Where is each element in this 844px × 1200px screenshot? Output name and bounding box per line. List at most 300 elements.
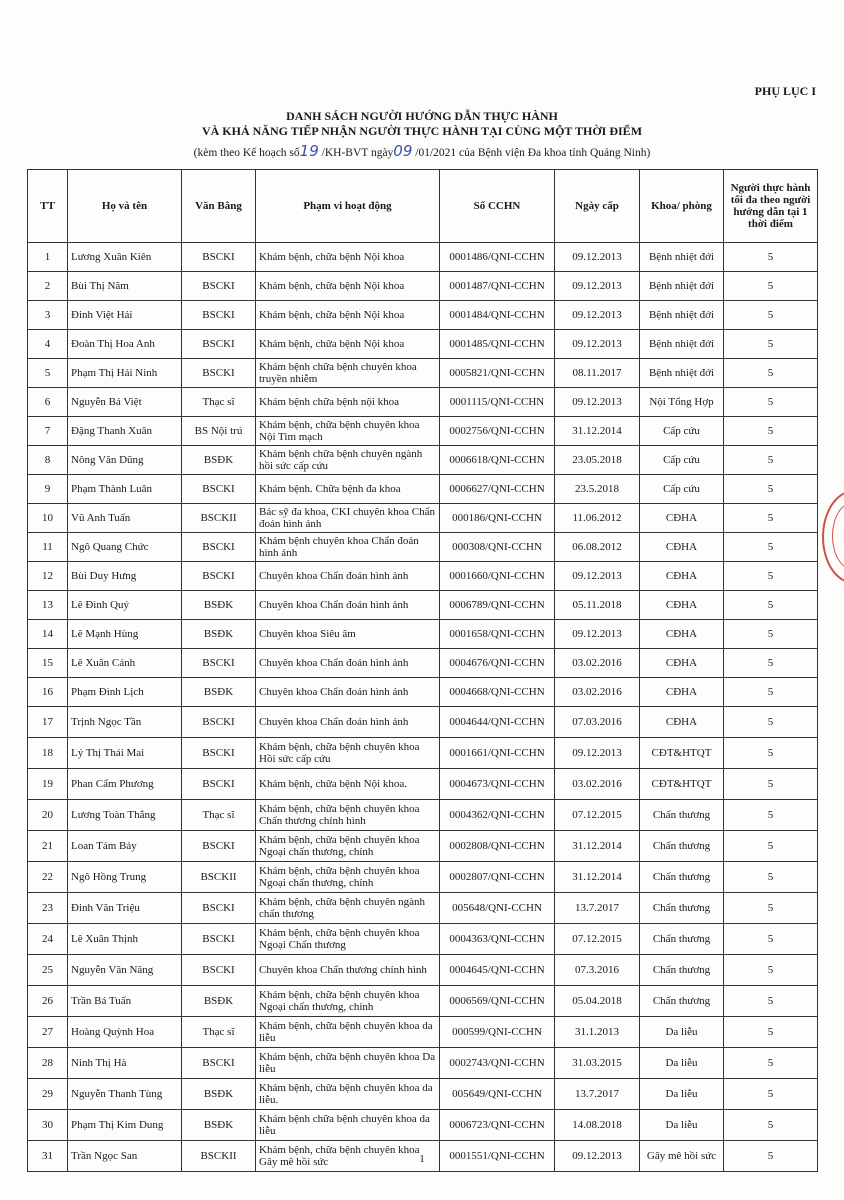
table-row <box>28 359 818 388</box>
cell-name: Vũ Anh Tuấn <box>68 504 182 533</box>
table-header-row <box>28 170 818 243</box>
cell-degree: BSCKI <box>182 707 256 738</box>
cell-capacity: 5 <box>724 1141 818 1172</box>
cell-degree: BSCKI <box>182 359 256 388</box>
table-row <box>28 301 818 330</box>
cell-name: Nguyễn Văn Năng <box>68 955 182 986</box>
cell-date: 31.03.2015 <box>555 1048 640 1079</box>
col-header-name: Họ và tên <box>68 170 182 243</box>
table-row <box>28 738 818 769</box>
cell-date: 09.12.2013 <box>555 243 640 272</box>
cell-tt: 15 <box>28 649 68 678</box>
cell-tt: 30 <box>28 1110 68 1141</box>
cell-name: Bùi Duy Hưng <box>68 562 182 591</box>
cell-dept: CĐT&HTQT <box>640 769 724 800</box>
cell-date: 14.08.2018 <box>555 1110 640 1141</box>
cell-capacity: 5 <box>724 1048 818 1079</box>
cell-date: 09.12.2013 <box>555 1141 640 1172</box>
cell-degree: BSCKI <box>182 738 256 769</box>
cell-tt: 16 <box>28 678 68 707</box>
cell-capacity: 5 <box>724 769 818 800</box>
cell-date: 08.11.2017 <box>555 359 640 388</box>
cell-degree: BSCKII <box>182 504 256 533</box>
handwritten-day: 09 <box>393 142 413 160</box>
cell-cert: 0001485/QNI-CCHN <box>440 330 555 359</box>
cell-dept: CĐHA <box>640 562 724 591</box>
cell-cert: 0002743/QNI-CCHN <box>440 1048 555 1079</box>
cell-degree: BSCKI <box>182 272 256 301</box>
cell-date: 23.5.2018 <box>555 475 640 504</box>
table-row <box>28 1017 818 1048</box>
cell-degree: BSCKI <box>182 831 256 862</box>
cell-capacity: 5 <box>724 678 818 707</box>
cell-capacity: 5 <box>724 1017 818 1048</box>
cell-scope: Khám bệnh, chữa bệnh chuyên khoa Da liễu <box>256 1048 440 1079</box>
document-subtitle <box>0 144 844 161</box>
cell-tt: 23 <box>28 893 68 924</box>
cell-name: Đoàn Thị Hoa Anh <box>68 330 182 359</box>
cell-cert: 0001486/QNI-CCHN <box>440 243 555 272</box>
cell-capacity: 5 <box>724 893 818 924</box>
cell-dept: Chấn thương <box>640 955 724 986</box>
cell-name: Lê Xuân Thịnh <box>68 924 182 955</box>
cell-cert: 0001115/QNI-CCHN <box>440 388 555 417</box>
subtitle-suffix: /01/2021 của Bệnh viện Đa khoa tỉnh Quảng Ninh) <box>412 147 651 159</box>
table-row <box>28 649 818 678</box>
cell-date: 03.02.2016 <box>555 678 640 707</box>
cell-degree: BSCKI <box>182 955 256 986</box>
table-row <box>28 475 818 504</box>
cell-degree: BSCKI <box>182 475 256 504</box>
cell-name: Lương Toàn Thắng <box>68 800 182 831</box>
cell-dept: CĐHA <box>640 533 724 562</box>
cell-name: Trần Ngọc San <box>68 1141 182 1172</box>
cell-scope: Khám bệnh. Chữa bệnh đa khoa <box>256 475 440 504</box>
cell-date: 07.12.2015 <box>555 800 640 831</box>
cell-degree: BSĐK <box>182 1079 256 1110</box>
appendix-label: PHỤ LỤC I <box>754 84 816 98</box>
cell-tt: 19 <box>28 769 68 800</box>
cell-tt: 20 <box>28 800 68 831</box>
cell-name: Ngô Quang Chức <box>68 533 182 562</box>
cell-date: 09.12.2013 <box>555 330 640 359</box>
cell-tt: 13 <box>28 591 68 620</box>
cell-degree: Thạc sĩ <box>182 800 256 831</box>
cell-name: Ngô Hồng Trung <box>68 862 182 893</box>
cell-scope: Khám bệnh, chữa bệnh chuyên khoa Ngoại chấn thương, chỉnh <box>256 986 440 1017</box>
cell-cert: 0002807/QNI-CCHN <box>440 862 555 893</box>
cell-tt: 25 <box>28 955 68 986</box>
cell-cert: 005649/QNI-CCHN <box>440 1079 555 1110</box>
cell-date: 31.12.2014 <box>555 862 640 893</box>
table-row <box>28 243 818 272</box>
table-row <box>28 620 818 649</box>
cell-capacity: 5 <box>724 359 818 388</box>
table-row <box>28 446 818 475</box>
cell-degree: BSCKI <box>182 924 256 955</box>
table-row <box>28 862 818 893</box>
cell-tt: 27 <box>28 1017 68 1048</box>
cell-cert: 0006618/QNI-CCHN <box>440 446 555 475</box>
cell-tt: 24 <box>28 924 68 955</box>
cell-cert: 005648/QNI-CCHN <box>440 893 555 924</box>
table-row <box>28 1048 818 1079</box>
document-title-line1: DANH SÁCH NGƯỜI HƯỚNG DẪN THỰC HÀNH <box>286 109 558 123</box>
col-header-degree: Văn Bằng <box>182 170 256 243</box>
cell-scope: Khám bệnh chữa bệnh chuyên khoa truyền nhiễm <box>256 359 440 388</box>
cell-name: Lý Thị Thái Mai <box>68 738 182 769</box>
cell-dept: CĐHA <box>640 504 724 533</box>
cell-dept: CĐHA <box>640 649 724 678</box>
cell-capacity: 5 <box>724 738 818 769</box>
cell-name: Loan Tám Bảy <box>68 831 182 862</box>
cell-capacity: 5 <box>724 562 818 591</box>
cell-capacity: 5 <box>724 862 818 893</box>
cell-tt: 18 <box>28 738 68 769</box>
cell-date: 06.08.2012 <box>555 533 640 562</box>
cell-capacity: 5 <box>724 388 818 417</box>
cell-tt: 10 <box>28 504 68 533</box>
cell-cert: 0001551/QNI-CCHN <box>440 1141 555 1172</box>
instructor-table <box>27 169 818 1172</box>
cell-dept: Chấn thương <box>640 831 724 862</box>
cell-scope: Khám bệnh chữa bệnh nội khoa <box>256 388 440 417</box>
cell-date: 03.02.2016 <box>555 769 640 800</box>
cell-dept: Nội Tổng Hợp <box>640 388 724 417</box>
table-row <box>28 831 818 862</box>
cell-cert: 0004668/QNI-CCHN <box>440 678 555 707</box>
cell-cert: 0004676/QNI-CCHN <box>440 649 555 678</box>
cell-dept: Da liễu <box>640 1017 724 1048</box>
cell-degree: BSCKI <box>182 243 256 272</box>
cell-scope: Khám bệnh, chữa bệnh chuyên khoa da liễu. <box>256 1079 440 1110</box>
cell-date: 23.05.2018 <box>555 446 640 475</box>
cell-cert: 000599/QNI-CCHN <box>440 1017 555 1048</box>
cell-tt: 26 <box>28 986 68 1017</box>
cell-dept: Chấn thương <box>640 800 724 831</box>
col-header-capacity: Người thực hành tối đa theo người hướng dẫn tại 1 thời điểm <box>724 170 818 243</box>
cell-degree: BSCKII <box>182 862 256 893</box>
table-row <box>28 924 818 955</box>
cell-dept: Chấn thương <box>640 862 724 893</box>
cell-capacity: 5 <box>724 272 818 301</box>
cell-scope: Khám bệnh, chữa bệnh chuyên khoa Hồi sức cấp cứu <box>256 738 440 769</box>
cell-capacity: 5 <box>724 924 818 955</box>
cell-date: 09.12.2013 <box>555 301 640 330</box>
cell-cert: 0002808/QNI-CCHN <box>440 831 555 862</box>
cell-scope: Bác sỹ đa khoa, CKI chuyên khoa Chẩn đoán hình ảnh <box>256 504 440 533</box>
table-row <box>28 1079 818 1110</box>
cell-date: 09.12.2013 <box>555 272 640 301</box>
cell-scope: Chuyên khoa Chấn thương chỉnh hình <box>256 955 440 986</box>
cell-capacity: 5 <box>724 533 818 562</box>
table-row <box>28 678 818 707</box>
cell-date: 13.7.2017 <box>555 893 640 924</box>
cell-tt: 29 <box>28 1079 68 1110</box>
cell-tt: 3 <box>28 301 68 330</box>
red-seal-stamp <box>822 490 844 584</box>
red-seal-inner-ring <box>832 502 844 570</box>
cell-cert: 0001487/QNI-CCHN <box>440 272 555 301</box>
table-row <box>28 707 818 738</box>
cell-name: Đinh Việt Hải <box>68 301 182 330</box>
cell-scope: Chuyên khoa Chẩn đoán hình ảnh <box>256 649 440 678</box>
cell-date: 07.3.2016 <box>555 955 640 986</box>
cell-cert: 0002756/QNI-CCHN <box>440 417 555 446</box>
cell-name: Đinh Văn Triệu <box>68 893 182 924</box>
cell-date: 07.03.2016 <box>555 707 640 738</box>
cell-scope: Khám bệnh, chữa bệnh chuyên khoa Ngoại chấn thương, chỉnh <box>256 862 440 893</box>
cell-tt: 31 <box>28 1141 68 1172</box>
cell-tt: 12 <box>28 562 68 591</box>
cell-tt: 14 <box>28 620 68 649</box>
cell-capacity: 5 <box>724 831 818 862</box>
cell-scope: Khám bệnh, chữa bệnh Nội khoa <box>256 330 440 359</box>
cell-scope: Khám bệnh chuyên khoa Chẩn đoán hình ảnh <box>256 533 440 562</box>
cell-dept: Bệnh nhiệt đới <box>640 243 724 272</box>
cell-date: 31.1.2013 <box>555 1017 640 1048</box>
cell-date: 05.04.2018 <box>555 986 640 1017</box>
cell-scope: Chuyên khoa Chẩn đoán hình ảnh <box>256 707 440 738</box>
cell-name: Phạm Đình Lịch <box>68 678 182 707</box>
cell-scope: Khám bệnh chữa bệnh chuyên khoa da liễu <box>256 1110 440 1141</box>
cell-name: Phạm Thành Luân <box>68 475 182 504</box>
cell-capacity: 5 <box>724 955 818 986</box>
cell-scope: Chuyên khoa Siêu âm <box>256 620 440 649</box>
cell-name: Bùi Thị Năm <box>68 272 182 301</box>
col-header-cert: Số CCHN <box>440 170 555 243</box>
cell-dept: Cấp cứu <box>640 475 724 504</box>
cell-capacity: 5 <box>724 504 818 533</box>
cell-name: Hoàng Quỳnh Hoa <box>68 1017 182 1048</box>
col-header-date: Ngày cấp <box>555 170 640 243</box>
cell-capacity: 5 <box>724 417 818 446</box>
cell-capacity: 5 <box>724 707 818 738</box>
cell-scope: Khám bệnh, chữa bệnh chuyên khoa da liễu <box>256 1017 440 1048</box>
cell-capacity: 5 <box>724 1110 818 1141</box>
cell-tt: 17 <box>28 707 68 738</box>
table-row <box>28 800 818 831</box>
cell-capacity: 5 <box>724 243 818 272</box>
cell-scope: Khám bệnh, chữa bệnh chuyên khoa Ngoại Chấn thương <box>256 924 440 955</box>
cell-degree: BSCKI <box>182 562 256 591</box>
cell-cert: 0004673/QNI-CCHN <box>440 769 555 800</box>
cell-degree: BSCKI <box>182 769 256 800</box>
cell-cert: 0006569/QNI-CCHN <box>440 986 555 1017</box>
cell-date: 07.12.2015 <box>555 924 640 955</box>
cell-scope: Khám bệnh, chữa bệnh chuyên khoa Chấn thương chỉnh hình <box>256 800 440 831</box>
cell-scope: Khám bệnh, chữa bệnh chuyên ngành chấn thương <box>256 893 440 924</box>
cell-dept: CĐHA <box>640 591 724 620</box>
subtitle-prefix: (kèm theo Kế hoạch số <box>193 147 300 159</box>
cell-dept: CĐHA <box>640 620 724 649</box>
cell-dept: Chấn thương <box>640 986 724 1017</box>
subtitle-mid: /KH-BVT ngày <box>318 147 394 159</box>
table-row <box>28 893 818 924</box>
cell-name: Phạm Thị Kim Dung <box>68 1110 182 1141</box>
cell-degree: BSCKI <box>182 330 256 359</box>
cell-capacity: 5 <box>724 446 818 475</box>
cell-capacity: 5 <box>724 301 818 330</box>
cell-name: Nguyễn Thanh Tùng <box>68 1079 182 1110</box>
cell-cert: 000186/QNI-CCHN <box>440 504 555 533</box>
cell-date: 13.7.2017 <box>555 1079 640 1110</box>
cell-date: 31.12.2014 <box>555 831 640 862</box>
cell-tt: 2 <box>28 272 68 301</box>
cell-scope: Khám bệnh, chữa bệnh Nội khoa <box>256 272 440 301</box>
cell-capacity: 5 <box>724 649 818 678</box>
cell-scope: Chuyên khoa Chẩn đoán hình ảnh <box>256 591 440 620</box>
col-header-dept: Khoa/ phòng <box>640 170 724 243</box>
cell-dept: Cấp cứu <box>640 446 724 475</box>
handwritten-plan-number: 19 <box>299 142 319 160</box>
cell-cert: 0001484/QNI-CCHN <box>440 301 555 330</box>
cell-date: 09.12.2013 <box>555 738 640 769</box>
cell-date: 31.12.2014 <box>555 417 640 446</box>
cell-tt: 1 <box>28 243 68 272</box>
cell-dept: Bệnh nhiệt đới <box>640 272 724 301</box>
table-row <box>28 591 818 620</box>
cell-degree: BSĐK <box>182 1110 256 1141</box>
cell-cert: 0006789/QNI-CCHN <box>440 591 555 620</box>
cell-name: Lê Xuân Cảnh <box>68 649 182 678</box>
cell-degree: BSĐK <box>182 591 256 620</box>
cell-tt: 4 <box>28 330 68 359</box>
cell-name: Ninh Thị Hà <box>68 1048 182 1079</box>
cell-scope: Khám bệnh, chữa bệnh chuyên khoa Nội Tim mạch <box>256 417 440 446</box>
cell-degree: Thạc sĩ <box>182 1017 256 1048</box>
cell-name: Trịnh Ngọc Tần <box>68 707 182 738</box>
cell-degree: BSĐK <box>182 678 256 707</box>
table-row <box>28 1110 818 1141</box>
cell-degree: BSĐK <box>182 446 256 475</box>
table-row <box>28 388 818 417</box>
cell-tt: 22 <box>28 862 68 893</box>
cell-degree: Thạc sĩ <box>182 388 256 417</box>
cell-cert: 0004645/QNI-CCHN <box>440 955 555 986</box>
cell-date: 09.12.2013 <box>555 620 640 649</box>
cell-scope: Khám bệnh, chữa bệnh Nội khoa <box>256 301 440 330</box>
cell-capacity: 5 <box>724 475 818 504</box>
cell-cert: 0001661/QNI-CCHN <box>440 738 555 769</box>
cell-name: Lương Xuân Kiên <box>68 243 182 272</box>
table-row <box>28 769 818 800</box>
table-row <box>28 504 818 533</box>
cell-capacity: 5 <box>724 330 818 359</box>
cell-degree: BSĐK <box>182 986 256 1017</box>
cell-cert: 0004644/QNI-CCHN <box>440 707 555 738</box>
document-title-line2: VÀ KHẢ NĂNG TIẾP NHẬN NGƯỜI THỰC HÀNH TẠI CÙNG MỘT THỜI ĐIỂM <box>201 124 643 138</box>
cell-cert: 0001658/QNI-CCHN <box>440 620 555 649</box>
cell-cert: 0005821/QNI-CCHN <box>440 359 555 388</box>
cell-capacity: 5 <box>724 1079 818 1110</box>
cell-tt: 7 <box>28 417 68 446</box>
cell-name: Phan Cẩm Phương <box>68 769 182 800</box>
cell-dept: Bệnh nhiệt đới <box>640 301 724 330</box>
cell-date: 09.12.2013 <box>555 562 640 591</box>
cell-scope: Chuyên khoa Chẩn đoán hình ảnh <box>256 562 440 591</box>
table-row <box>28 562 818 591</box>
cell-dept: CĐHA <box>640 707 724 738</box>
cell-name: Nông Văn Dũng <box>68 446 182 475</box>
cell-name: Nguyễn Bá Việt <box>68 388 182 417</box>
cell-dept: Cấp cứu <box>640 417 724 446</box>
cell-dept: Bệnh nhiệt đới <box>640 359 724 388</box>
cell-cert: 0001660/QNI-CCHN <box>440 562 555 591</box>
col-header-tt: TT <box>28 170 68 243</box>
cell-degree: BSĐK <box>182 620 256 649</box>
cell-dept: Da liễu <box>640 1079 724 1110</box>
cell-capacity: 5 <box>724 591 818 620</box>
cell-cert: 0004363/QNI-CCHN <box>440 924 555 955</box>
cell-tt: 5 <box>28 359 68 388</box>
table-row <box>28 533 818 562</box>
cell-cert: 0006627/QNI-CCHN <box>440 475 555 504</box>
cell-name: Lê Mạnh Hùng <box>68 620 182 649</box>
cell-date: 11.06.2012 <box>555 504 640 533</box>
cell-cert: 000308/QNI-CCHN <box>440 533 555 562</box>
cell-degree: BSCKI <box>182 533 256 562</box>
cell-date: 09.12.2013 <box>555 388 640 417</box>
cell-date: 05.11.2018 <box>555 591 640 620</box>
cell-cert: 0004362/QNI-CCHN <box>440 800 555 831</box>
table-row <box>28 417 818 446</box>
cell-scope: Khám bệnh, chữa bệnh Nội khoa <box>256 243 440 272</box>
page-number: 1 <box>419 1153 425 1165</box>
cell-dept: Da liễu <box>640 1048 724 1079</box>
cell-tt: 6 <box>28 388 68 417</box>
cell-dept: Chấn thương <box>640 924 724 955</box>
cell-degree: BSCKI <box>182 301 256 330</box>
cell-tt: 28 <box>28 1048 68 1079</box>
cell-name: Đặng Thanh Xuân <box>68 417 182 446</box>
cell-scope: Khám bệnh chữa bệnh chuyên ngành hồi sức cấp cứu <box>256 446 440 475</box>
table-row <box>28 955 818 986</box>
cell-tt: 21 <box>28 831 68 862</box>
cell-capacity: 5 <box>724 620 818 649</box>
cell-tt: 8 <box>28 446 68 475</box>
cell-cert: 0006723/QNI-CCHN <box>440 1110 555 1141</box>
cell-degree: BSCKII <box>182 1141 256 1172</box>
cell-name: Phạm Thị Hải Ninh <box>68 359 182 388</box>
cell-dept: CĐT&HTQT <box>640 738 724 769</box>
cell-dept: Chấn thương <box>640 893 724 924</box>
cell-scope: Khám bệnh, chữa bệnh chuyên khoa Gây mê hồi sức <box>256 1141 440 1172</box>
col-header-scope: Phạm vi hoạt động <box>256 170 440 243</box>
table-row <box>28 986 818 1017</box>
cell-dept: CĐHA <box>640 678 724 707</box>
cell-degree: BSCKI <box>182 893 256 924</box>
cell-degree: BSCKI <box>182 649 256 678</box>
cell-dept: Gây mê hồi sức <box>640 1141 724 1172</box>
cell-tt: 11 <box>28 533 68 562</box>
cell-date: 03.02.2016 <box>555 649 640 678</box>
cell-dept: Bệnh nhiệt đới <box>640 330 724 359</box>
table-row <box>28 272 818 301</box>
cell-capacity: 5 <box>724 800 818 831</box>
cell-name: Trần Bá Tuấn <box>68 986 182 1017</box>
cell-degree: BSCKI <box>182 1048 256 1079</box>
cell-capacity: 5 <box>724 986 818 1017</box>
table-row <box>28 330 818 359</box>
cell-tt: 9 <box>28 475 68 504</box>
cell-name: Lê Đình Quý <box>68 591 182 620</box>
cell-scope: Chuyên khoa Chẩn đoán hình ảnh <box>256 678 440 707</box>
cell-degree: BS Nội trú <box>182 417 256 446</box>
cell-dept: Da liễu <box>640 1110 724 1141</box>
cell-scope: Khám bệnh, chữa bệnh Nội khoa. <box>256 769 440 800</box>
cell-scope: Khám bệnh, chữa bệnh chuyên khoa Ngoại chấn thương, chỉnh <box>256 831 440 862</box>
